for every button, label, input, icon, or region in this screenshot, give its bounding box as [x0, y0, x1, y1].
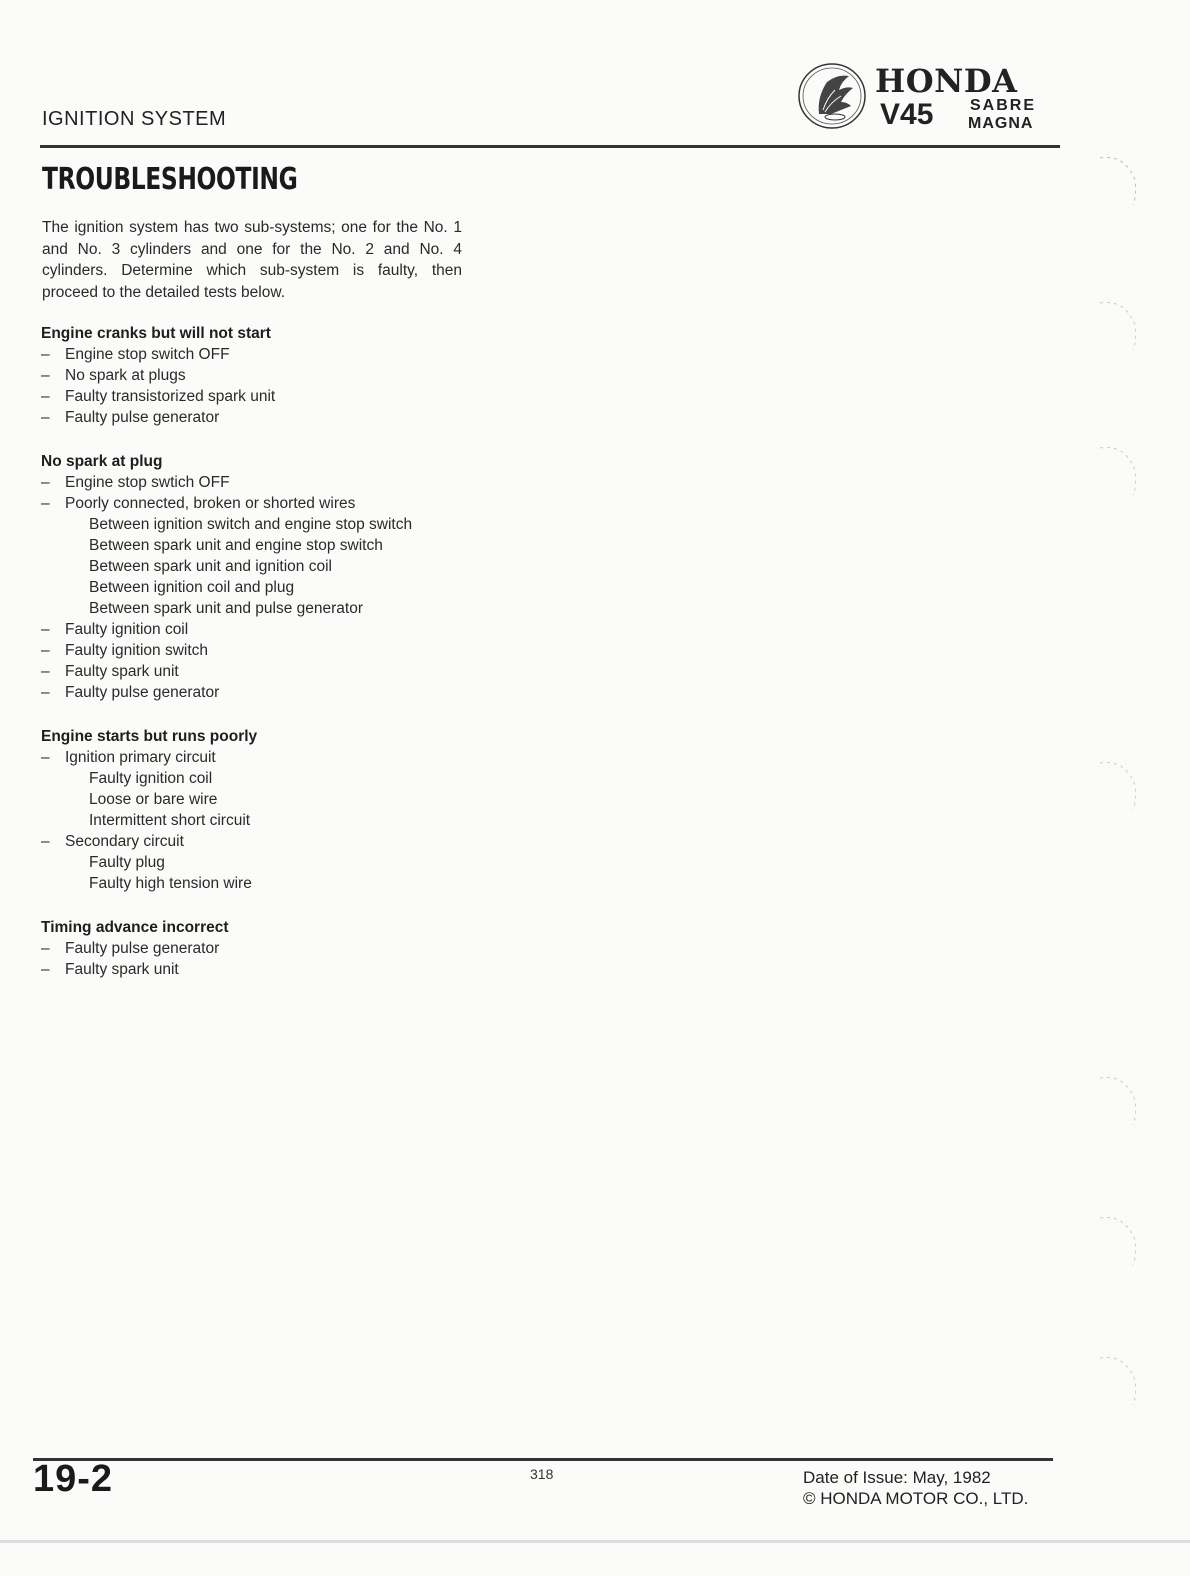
copyright: © HONDA MOTOR CO., LTD.	[803, 1489, 1029, 1508]
list-item: – Secondary circuit	[41, 833, 184, 850]
list-subitem: Faulty plug	[89, 854, 165, 871]
list-item: – Faulty transistorized spark unit	[41, 388, 276, 405]
group-heading: Engine cranks but will not start	[41, 325, 271, 342]
group-no-spark	[41, 451, 521, 703]
list-subitem: Faulty ignition coil	[89, 770, 213, 787]
footer-rule	[33, 1458, 1053, 1461]
list-subitem: Between spark unit and pulse generator	[89, 600, 364, 617]
intro-paragraph: The ignition system has two sub-systems; one for the No. 1 and No. 3 cylinders and one for the No. 2 and No. 4 cylinders. Determine which sub-system is faulty, then proceed to the detailed tests below.	[42, 219, 462, 301]
brand-name: HONDA	[875, 62, 1018, 100]
list-item: – Faulty pulse generator	[41, 409, 220, 426]
model-name: V45	[880, 98, 934, 131]
list-item: – Faulty spark unit	[41, 663, 179, 680]
list-item: – Engine stop swtich OFF	[41, 474, 230, 491]
page-number: 19-2	[33, 1458, 114, 1500]
group-timing-advance	[41, 917, 521, 980]
binder-mark	[1095, 1070, 1140, 1130]
variant-bottom: MAGNA	[968, 115, 1034, 132]
issue-date: Date of Issue: May, 1982	[803, 1468, 991, 1487]
list-subitem: Loose or bare wire	[89, 791, 218, 808]
list-item: – Poorly connected, broken or shorted wires	[41, 495, 356, 512]
binder-mark	[1095, 1210, 1140, 1270]
list-subitem: Between ignition coil and plug	[89, 579, 295, 596]
group-heading: Timing advance incorrect	[41, 919, 229, 936]
list-item: – Faulty pulse generator	[41, 684, 220, 701]
header-rule	[40, 145, 1060, 148]
list-subitem: Between spark unit and engine stop switch	[89, 537, 383, 554]
list-item: – Faulty ignition coil	[41, 621, 189, 638]
list-item: – Ignition primary circuit	[41, 749, 216, 766]
list-subitem: Intermittent short circuit	[89, 812, 251, 829]
binder-mark	[1095, 440, 1140, 500]
binder-mark	[1095, 1350, 1140, 1410]
group-heading: Engine starts but runs poorly	[41, 728, 258, 745]
binder-mark	[1095, 295, 1140, 355]
issue-info	[803, 1467, 1028, 1509]
list-item: – Faulty pulse generator	[41, 940, 220, 957]
page-heading: TROUBLESHOOTING	[42, 162, 298, 197]
group-engine-cranks	[41, 323, 521, 428]
group-heading: No spark at plug	[41, 453, 163, 470]
list-item: – No spark at plugs	[41, 367, 186, 384]
list-item: – Engine stop switch OFF	[41, 346, 230, 363]
list-item: – Faulty ignition switch	[41, 642, 209, 659]
list-subitem: Between ignition switch and engine stop switch	[89, 516, 413, 533]
section-title: IGNITION SYSTEM	[42, 108, 227, 130]
binder-mark	[1095, 755, 1140, 815]
honda-wing-icon	[797, 62, 867, 130]
list-subitem: Between spark unit and ignition coil	[89, 558, 332, 575]
variant-top: SABRE	[970, 97, 1037, 114]
list-subitem: Faulty high tension wire	[89, 875, 252, 892]
list-item: – Faulty spark unit	[41, 961, 179, 978]
scan-edge	[0, 1540, 1190, 1543]
sheet-number: 318	[530, 1466, 554, 1482]
group-runs-poorly	[41, 726, 521, 894]
binder-mark	[1095, 150, 1140, 210]
